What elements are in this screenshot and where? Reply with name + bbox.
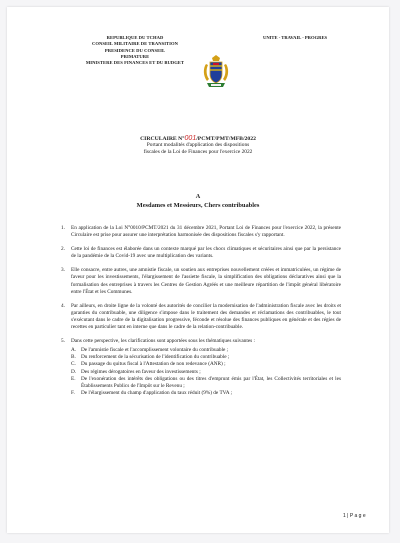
theme-text: De l'élargissement du champ d'application du taux réduit (9%) de TVA ;: [81, 389, 233, 396]
paragraph-number: 5.: [61, 338, 65, 345]
theme-letter: B.: [71, 354, 76, 361]
salutation: Mesdames et Messieurs, Chers contribuables: [136, 202, 260, 209]
issuer-line-primature: PRIMATURE: [120, 53, 150, 59]
paragraph-text: En application de la Loi N°0010/PCMT/2021 du 31 décembre 2021, Portant Loi de Finances pour l'exercice 2022, la présente Circulaire est prise pour assurer une interprétation harmonisée des dispositions fiscales s'y rapportant.: [71, 225, 341, 239]
theme-text: De l'exonération des intérêts des obligations ou des titres d'emprunt émis par l'État, les Collectivités territoriales et les Établissements Publics de l'Impôt sur le Revenu ;: [81, 375, 341, 389]
paragraph-4: [61, 303, 341, 331]
theme-text: Du passage du quitus fiscal à l'Attestation de non redevance (ANR) ;: [81, 361, 226, 368]
coat-of-arms-icon: [202, 54, 230, 89]
circular-object-line-1: Portant modalités d'application des dispositions: [146, 142, 250, 148]
theme-text: Des régimes dérogatoires en faveur des investissements ;: [81, 368, 201, 375]
theme-letter: E.: [71, 375, 76, 382]
circular-number: 001: [184, 135, 197, 142]
section-letter: A: [195, 193, 201, 200]
paragraph-number: 4.: [61, 302, 65, 309]
theme-text: De l'amnistie fiscale et l'accomplissement volontaire du contribuable ;: [81, 347, 229, 354]
paragraph-text: Elle consacre, entre autres, une amnistie fiscale, un soutien aux entreprises nouvellement créées et immatriculées, un régime de faveur pour les investissements, l'élargissement de l'assiette fiscale, la simplification des obligations déclaratives ainsi que la formalisation des entreprises à travers les Centres de Gestion Agréés et une meilleure répartition de l'impôt général libératoire entre l'État et les Communes.: [71, 267, 341, 295]
issuer-line-republic: REPUBLIQUE DU TCHAD: [106, 35, 164, 40]
theme-letter: D.: [71, 368, 77, 375]
paragraph-text: Dans cette perspective, les clarifications sont apportées sous les thématiques suivantes :: [71, 338, 255, 345]
issuer-line-presidency: PRESIDENCE DU CONSEIL: [104, 47, 166, 53]
paragraph-3: [61, 267, 341, 295]
paragraph-1: [61, 225, 341, 239]
paragraph-text: Par ailleurs, en droite ligne de la volonté des autorités de concilier la modernisation de l'administration fiscale avec les droits et garanties du contribuable, une diligence s'impose dans le traitement des demandes et réclamations des contribuables, le tout s'exécutant dans le cadre de la digitalisation progressive, féconde et résolue des finances publiques en générale et des régies de recettes en particulier tant en interne que dans le cadre de la relation-contribuable.: [71, 302, 341, 331]
issuer-header: [65, 35, 205, 66]
circular-body: [61, 225, 341, 397]
issuer-line-council: CONSEIL MILITAIRE DE TRANSITION: [91, 41, 178, 47]
paragraph-number: 3.: [61, 267, 65, 274]
theme-letter: F.: [71, 389, 75, 396]
circular-title-block: [7, 135, 389, 156]
circular-prefix: CIRCULAIRE N°: [140, 136, 185, 142]
theme-item-e: [61, 376, 341, 390]
document-page: [7, 7, 389, 533]
circular-object-line-2: fiscales de la Loi de Finances pour l'exercice 2022: [143, 149, 253, 156]
theme-item-c: [61, 361, 341, 368]
paragraph-5: [61, 338, 341, 345]
national-motto: UNITE - TRAVAIL - PROGRES: [263, 35, 328, 40]
page-number: 1 | P a g e: [343, 513, 366, 519]
theme-item-f: [61, 390, 341, 397]
theme-text: Du renforcement de la sécurisation de l'identification du contribuable ;: [81, 354, 230, 361]
issuer-line-ministry: MINISTERE DES FINANCES ET DU BUDGET: [85, 60, 185, 66]
circular-reference: [7, 135, 389, 142]
paragraph-text: Cette loi de finances est élaborée dans un contexte marqué par les chocs climatiques et sécuritaires ainsi que par la persistance de la pandémie de la Covid-19 avec une multiplication des variants.: [71, 246, 341, 260]
circular-suffix: /PCMT/PMT/MFB/2022: [196, 136, 256, 142]
paragraph-2: [61, 246, 341, 260]
paragraph-number: 2.: [61, 246, 65, 253]
theme-item-d: [61, 369, 341, 376]
paragraph-number: 1.: [61, 225, 65, 231]
theme-letter: C.: [71, 361, 76, 368]
theme-letter: A.: [71, 347, 77, 354]
